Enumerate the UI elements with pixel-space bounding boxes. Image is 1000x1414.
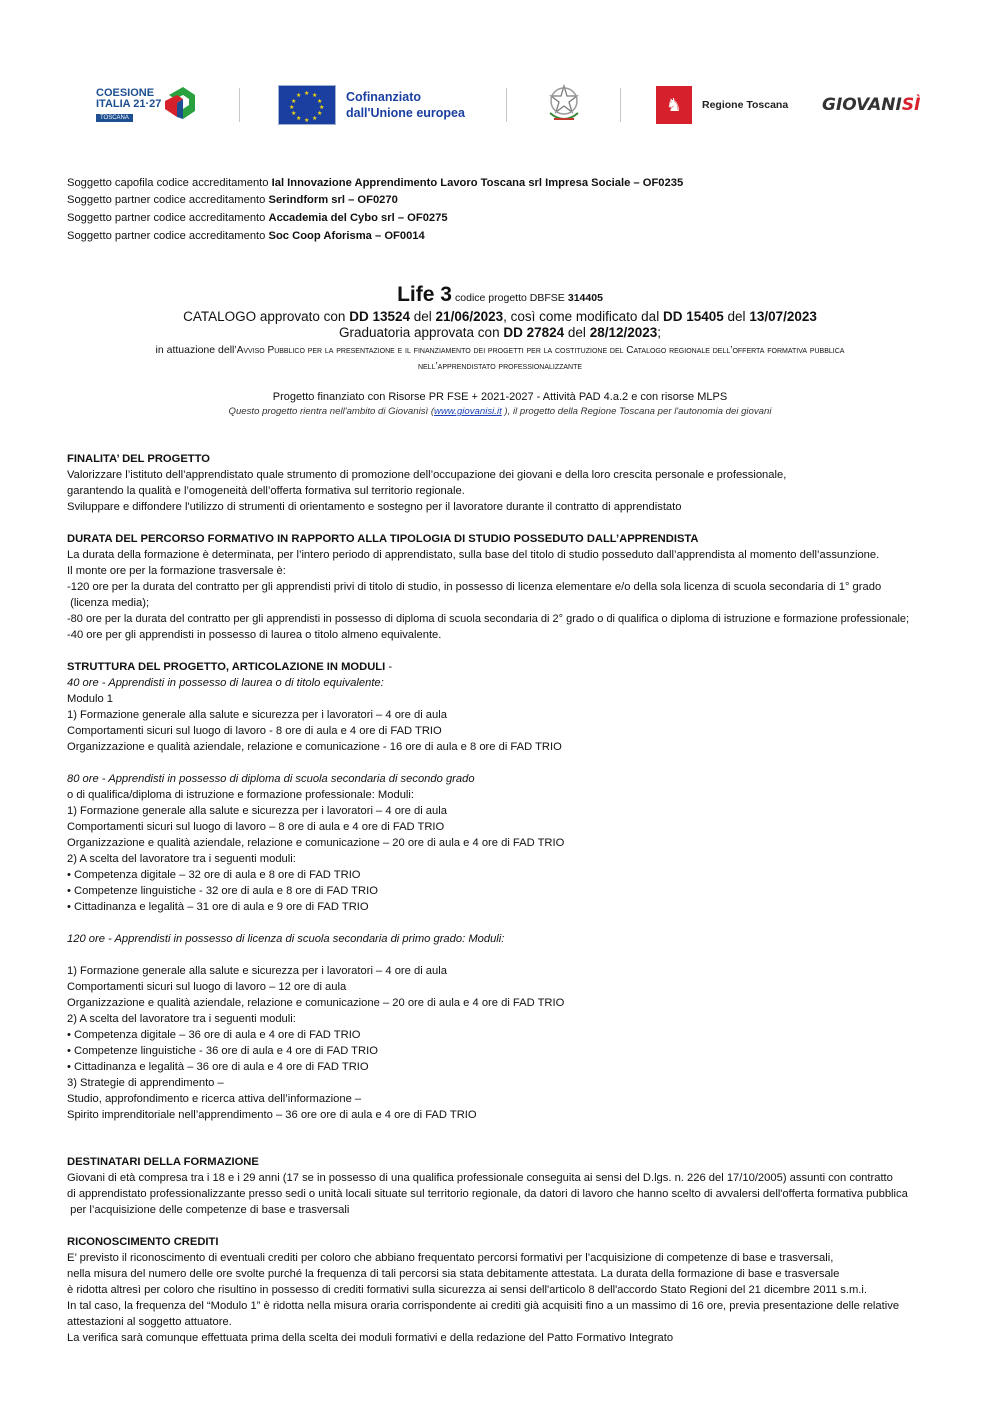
eu-flag-icon: ★ ★ ★ ★ ★ ★ ★ ★ ★ ★ ★ ★ — [278, 85, 336, 125]
struttura-heading-suffix: - — [385, 661, 393, 673]
block120-title: 120 ore - Apprendisti in possesso di licenza di scuola secondaria di primo grado: Moduli: — [67, 933, 505, 945]
block40-title: 40 ore - Apprendisti in possesso di laurea o di titolo equivalente: — [67, 677, 384, 689]
finalita-text: Valorizzare l’istituto dell’apprendistato quale strumento di promozione dell’occupazione dei giovani e della loro crescita personale e professionale, — [67, 469, 787, 481]
dd-number: DD 13524 — [349, 309, 410, 324]
block120-item: 3) Strategie di apprendimento – — [67, 1077, 224, 1089]
giovanisi-line — [0, 406, 1000, 417]
regione-label: Regione Toscana — [702, 99, 789, 111]
finalita-text: garantendo la qualità e l’omogeneità dell’offerta formativa sul territorio regionale. — [67, 485, 465, 497]
graduatoria-text: ; — [657, 325, 662, 340]
giovanisi-text: ), il progetto della Regione Toscana per l'autonomia dei giovani — [501, 406, 772, 417]
block120-item: Studio, approfondimento e ricerca attiva dell’informazione – — [67, 1093, 362, 1105]
block80-item: Organizzazione e qualità aziendale, relazione e comunicazione – 20 ore di aula e 4 ore di FAD TRIO — [67, 837, 565, 849]
finalita-text: Sviluppare e diffondere l'utilizzo di strumenti di orientamento e sostegno per il lavoratore durante il contratto di apprendistato — [67, 501, 682, 513]
soggetto-name: Accademia del Cybo srl – OF0275 — [268, 212, 448, 224]
coesione-arrow-icon — [165, 87, 195, 123]
repubblica-italiana-emblem-icon — [542, 76, 586, 134]
project-code-label: codice progetto DBFSE — [455, 292, 565, 304]
coesione-tag: TOSCANA — [96, 114, 133, 122]
coesione-italia-logo — [96, 76, 208, 134]
logo-divider — [620, 88, 621, 122]
block120-item: Organizzazione e qualità aziendale, relazione e comunicazione – 20 ore di aula e 4 ore di FAD TRIO — [67, 997, 565, 1009]
soggetto-line — [67, 230, 425, 242]
giovanisi-si: SÌ — [901, 95, 921, 115]
destinatari-text: Giovani di età compresa tra i 18 e i 29 anni (17 se in possesso di una qualifica professionale conseguita ai sensi del D.lgs. n. 226 del 17/10/2005) assunti con contratto — [67, 1172, 893, 1184]
block80-item: 1) Formazione generale alla salute e sicurezza per i lavoratori – 4 ore di aula — [67, 805, 447, 817]
block80-item: • Cittadinanza e legalità – 31 ore di aula e 9 ore di FAD TRIO — [67, 901, 369, 913]
coesione-line1: COESIONE — [96, 87, 155, 99]
destinatari-text: per l’acquisizione delle competenze di base e trasversali — [67, 1204, 350, 1216]
block40-item: Comportamenti sicuri sul luogo di lavoro - 8 ore di aula e 4 ore di FAD TRIO — [67, 725, 442, 737]
crediti-text: La verifica sarà comunque effettuata prima della scelta dei moduli formativi e della redazione del Patto Formativo Integrato — [67, 1332, 674, 1344]
soggetto-name: Soc Coop Aforisma – OF0014 — [268, 230, 425, 242]
finalita-heading: FINALITA’ DEL PROGETTO — [67, 453, 210, 465]
durata-text: -120 ore per la durata del contratto per gli apprendisti privi di titolo di studio, in possesso di licenza elementare e/o della sola licenza di scuola secondaria di 1° grado — [67, 581, 882, 593]
avviso-line2 — [0, 360, 1000, 372]
pegasus-icon: ♞ — [656, 86, 692, 124]
soggetto-prefix: Soggetto capofila codice accreditamento — [67, 177, 272, 189]
crediti-text: attestazioni al soggetto attuatore. — [67, 1316, 232, 1328]
del-text: del — [413, 309, 432, 324]
eu-cofinanziato-logo — [278, 76, 478, 134]
block120-item: Comportamenti sicuri sul luogo di lavoro – 12 ore di aula — [67, 981, 347, 993]
soggetto-line — [67, 177, 683, 189]
dd-date: 13/07/2023 — [749, 309, 817, 324]
soggetto-name: Ial Innovazione Apprendimento Lavoro Toscana srl Impresa Sociale – OF0235 — [271, 177, 684, 189]
block40-item: Organizzazione e qualità aziendale, relazione e comunicazione - 16 ore di aula e 8 ore di FAD TRIO — [67, 741, 562, 753]
avviso-title: Avviso Pubblico per la presentazione e il finanziamento dei progetti per la costituzione del Catalogo regionale dell’offerta formativa pubblica — [236, 345, 845, 356]
crediti-text: E’ previsto il riconoscimento di eventuali crediti per coloro che abbiano frequentato percorsi formativi per l’acquisizione di competenze di base e trasversali, — [67, 1252, 834, 1264]
crediti-text: nella misura del numero delle ore svolte purché la frequenza di tali percorsi sia stata debitamente attestata. La durata della formazione di base e trasversale — [67, 1268, 840, 1280]
giovanisi-link[interactable]: www.giovanisi.it — [434, 406, 502, 417]
durata-text: (licenza media); — [67, 597, 150, 609]
block120-item: • Cittadinanza e legalità – 36 ore di aula e 4 ore di FAD TRIO — [67, 1061, 369, 1073]
soggetto-line — [67, 194, 398, 206]
eu-line2: dall'Unione europea — [346, 106, 465, 120]
block120-item: 2) A scelta del lavoratore tra i seguenti moduli: — [67, 1013, 296, 1025]
project-title: Life 3 — [397, 283, 452, 306]
funding-line: Progetto finanziato con Risorse PR FSE + 2021-2027 - Attività PAD 4.a.2 e con risorse MLPS — [272, 391, 728, 403]
block120-item: • Competenza digitale – 36 ore di aula e 4 ore di FAD TRIO — [67, 1029, 361, 1041]
graduatoria-line — [0, 325, 1000, 340]
durata-text: -40 ore per gli apprendisti in possesso di laurea o titolo almeno equivalente. — [67, 629, 442, 641]
project-title-line — [0, 283, 1000, 307]
block120-item: Spirito imprenditoriale nell’apprendimento – 36 ore ore di aula e 4 ore di FAD TRIO — [67, 1109, 477, 1121]
giovanisi-logo — [822, 76, 932, 134]
dd-number: DD 27824 — [503, 325, 565, 340]
destinatari-heading: DESTINATARI DELLA FORMAZIONE — [67, 1156, 259, 1168]
block80-item: o di qualifica/diploma di istruzione e formazione professionale: Moduli: — [67, 789, 414, 801]
struttura-heading-line — [67, 661, 392, 673]
destinatari-text: di apprendistato professionalizzante presso sedi o unità locali situate sul territorio regionale, da datori di lavoro che hanno scelto di avvalersi dell'offerta formativa pubblica — [67, 1188, 908, 1200]
soggetto-name: Serindform srl – OF0270 — [268, 194, 398, 206]
durata-heading: DURATA DEL PERCORSO FORMATIVO IN RAPPORTO ALLA TIPOLOGIA DI STUDIO POSSEDUTO DALL’APPRENDISTA — [67, 533, 699, 545]
del-text: del — [567, 325, 586, 340]
giovanisi-main: GIOVANI — [822, 95, 902, 115]
soggetto-prefix: Soggetto partner codice accreditamento — [67, 212, 269, 224]
dd-date: 21/06/2023 — [435, 309, 504, 324]
graduatoria-text: Graduatoria approvata con — [338, 325, 500, 340]
logo-divider — [239, 88, 240, 122]
soggetto-prefix: Soggetto partner codice accreditamento — [67, 230, 269, 242]
eu-line1: Cofinanziato — [346, 90, 421, 104]
dd-date: 28/12/2023 — [589, 325, 658, 340]
block80-item: 2) A scelta del lavoratore tra i seguenti moduli: — [67, 853, 296, 865]
avviso-line — [0, 344, 1000, 356]
soggetto-line — [67, 212, 448, 224]
durata-text: Il monte ore per la formazione trasversale è: — [67, 565, 286, 577]
avviso-title-cont: nell’apprendistato professionalizzante — [417, 361, 583, 372]
crediti-text: è ridotta altresì per coloro che risultino in possesso di crediti formativi sulla sicurezza ai sensi dell'articolo 8 dell'accordo Stato Regioni del 21 dicembre 2011 s.m.i. — [67, 1284, 868, 1296]
logo-bar — [96, 76, 926, 134]
coesione-line2: ITALIA 21·27 — [96, 98, 162, 110]
struttura-heading: STRUTTURA DEL PROGETTO, ARTICOLAZIONE IN MODULI — [67, 661, 386, 673]
block120-item: 1) Formazione generale alla salute e sicurezza per i lavoratori – 4 ore di aula — [67, 965, 447, 977]
block80-item: • Competenze linguistiche - 32 ore di aula e 8 ore di FAD TRIO — [67, 885, 378, 897]
giovanisi-text: Questo progetto rientra nell'ambito di Giovanisì ( — [228, 406, 435, 417]
avviso-prefix: in attuazione dell’ — [155, 344, 237, 356]
dd-number: DD 15405 — [662, 309, 724, 324]
block80-item: • Competenza digitale – 32 ore di aula e 8 ore di FAD TRIO — [67, 869, 361, 881]
durata-text: -80 ore per la durata del contratto per gli apprendisti in possesso di diploma di scuola secondaria di 2° grado o di qualifica o diploma di istruzione e formazione professionale; — [67, 613, 910, 625]
durata-text: La durata della formazione è determinata, per l’intero periodo di apprendistato, sulla base del titolo di studio posseduto dall’apprendista al momento dell’assunzione. — [67, 549, 880, 561]
logo-divider — [506, 88, 507, 122]
soggetto-prefix: Soggetto partner codice accreditamento — [67, 194, 269, 206]
catalogo-line — [0, 309, 1000, 324]
crediti-text: In tal caso, la frequenza del “Modulo 1” è ridotta nella misura oraria corrispondente ai crediti già acquisiti fino a un massimo di 16 ore, previa presentazione delle relative — [67, 1300, 900, 1312]
regione-toscana-logo — [656, 76, 796, 134]
catalogo-text: , così come modificato dal — [503, 309, 660, 324]
block80-title: 80 ore - Apprendisti in possesso di diploma di scuola secondaria di secondo grado — [67, 773, 475, 785]
block40-item: 1) Formazione generale alla salute e sicurezza per i lavoratori – 4 ore di aula — [67, 709, 447, 721]
block80-item: Comportamenti sicuri sul luogo di lavoro – 8 ore di aula e 4 ore di FAD TRIO — [67, 821, 445, 833]
project-code: 314405 — [567, 292, 603, 304]
del-text: del — [727, 309, 746, 324]
catalogo-text: CATALOGO approvato con — [183, 309, 346, 324]
block40-item: Modulo 1 — [67, 693, 114, 705]
block120-item: • Competenze linguistiche - 36 ore di aula e 4 ore di FAD TRIO — [67, 1045, 378, 1057]
crediti-heading: RICONOSCIMENTO CREDITI — [67, 1236, 219, 1248]
